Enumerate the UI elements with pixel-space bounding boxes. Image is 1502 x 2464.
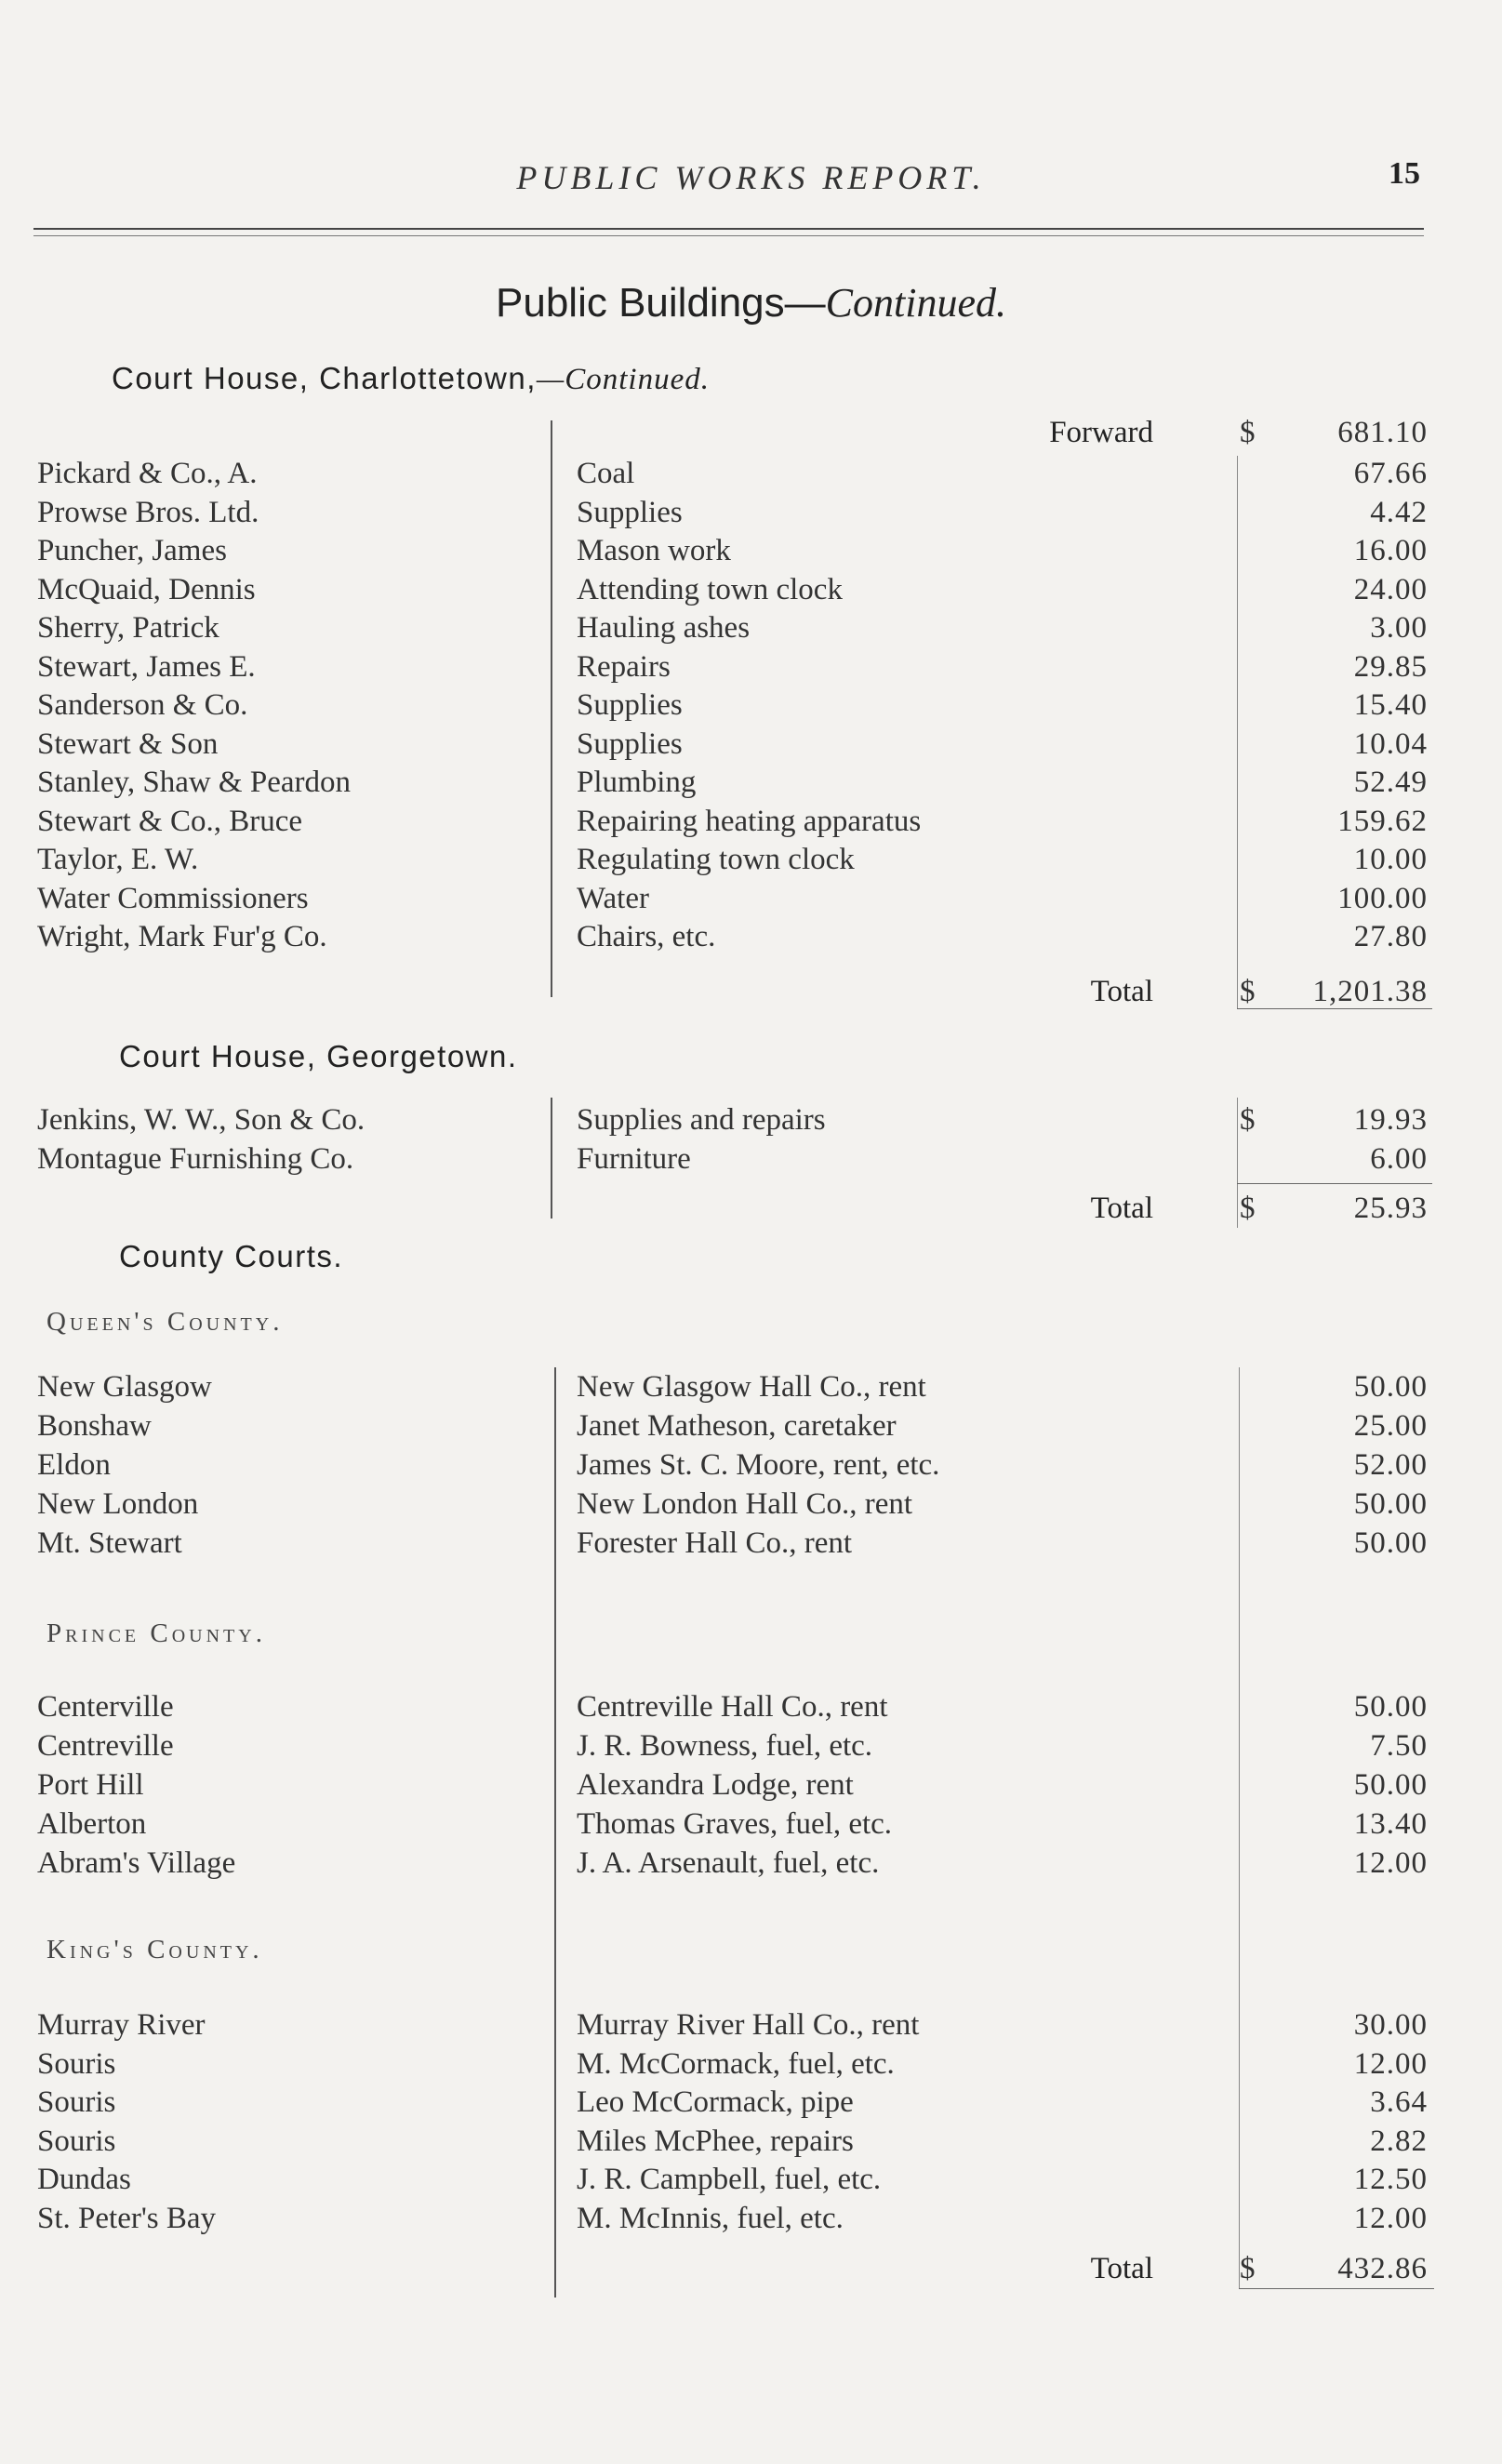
prince-amount: 13.40 xyxy=(1353,1807,1428,1841)
charlottetown-total-row xyxy=(0,972,1502,1011)
charlottetown-amount: 67.66 xyxy=(1353,457,1428,490)
georgetown-total-row xyxy=(0,1189,1502,1228)
queens-row xyxy=(0,1367,1502,1406)
charlottetown-desc: Water xyxy=(577,881,649,915)
georgetown-row-desc: Furniture xyxy=(577,1142,691,1176)
charlottetown-row xyxy=(0,840,1502,879)
georgetown-total-amount: 25.93 xyxy=(1353,1192,1428,1225)
queens-county-label: Queen's County. xyxy=(47,1307,284,1337)
kings-amount: 12.00 xyxy=(1353,2046,1428,2081)
kings-amount: 2.82 xyxy=(1370,2124,1428,2158)
charlottetown-row xyxy=(0,686,1502,725)
kings-row xyxy=(0,2083,1502,2122)
queens-desc: New London Hall Co., rent xyxy=(577,1487,913,1521)
column-rule-amount xyxy=(1237,456,1238,1009)
queens-desc: New Glasgow Hall Co., rent xyxy=(577,1370,926,1404)
kings-row xyxy=(0,2005,1502,2044)
county-courts-total-row xyxy=(0,2249,1502,2288)
kings-payee: Dundas xyxy=(37,2163,131,2196)
charlottetown-row xyxy=(0,802,1502,841)
charlottetown-payee: Wright, Mark Fur'g Co. xyxy=(37,920,327,953)
charlottetown-amount: 29.85 xyxy=(1353,649,1428,684)
prince-row xyxy=(0,1805,1502,1844)
queens-payee: Mt. Stewart xyxy=(37,1526,182,1560)
kings-payee: Souris xyxy=(37,2046,116,2081)
kings-desc: M. McCormack, fuel, etc. xyxy=(577,2046,895,2081)
charlottetown-heading-label: Court House, Charlottetown, xyxy=(112,361,537,395)
section-title xyxy=(0,279,1502,326)
prince-payee: Abram's Village xyxy=(37,1846,236,1880)
queens-payee: Bonshaw xyxy=(37,1409,152,1443)
charlottetown-heading-cont: —Continued. xyxy=(536,363,710,396)
georgetown-row-payee: Jenkins, W. W., Son & Co. xyxy=(37,1103,366,1137)
kings-row xyxy=(0,2199,1502,2238)
prince-payee: Centreville xyxy=(37,1729,174,1763)
queens-payee: New Glasgow xyxy=(37,1370,212,1404)
charlottetown-desc: Hauling ashes xyxy=(577,611,751,645)
kings-amount: 30.00 xyxy=(1353,2008,1428,2042)
charlottetown-row xyxy=(0,570,1502,609)
running-title: PUBLIC WORKS REPORT. xyxy=(516,159,986,196)
charlottetown-desc: Mason work xyxy=(577,534,731,567)
charlottetown-payee: McQuaid, Dennis xyxy=(37,572,256,606)
column-rule-desc xyxy=(551,420,552,997)
charlottetown-row xyxy=(0,725,1502,764)
prince-amount: 12.00 xyxy=(1353,1846,1428,1880)
prince-desc: Centreville Hall Co., rent xyxy=(577,1690,888,1724)
kings-payee: Murray River xyxy=(37,2008,206,2042)
charlottetown-amount: 52.49 xyxy=(1353,766,1428,799)
charlottetown-desc: Regulating town clock xyxy=(577,843,855,876)
georgetown-row-amount: 6.00 xyxy=(1370,1142,1428,1176)
queens-payee: New London xyxy=(37,1487,199,1521)
charlottetown-payee: Stewart & Son xyxy=(37,726,219,761)
charlottetown-total-amount: 1,201.38 xyxy=(1312,975,1428,1008)
charlottetown-amount: 3.00 xyxy=(1370,611,1428,645)
kings-amount: 3.64 xyxy=(1370,2085,1428,2119)
charlottetown-amount: 10.00 xyxy=(1353,843,1428,876)
queens-row xyxy=(0,1524,1502,1563)
queens-payee: Eldon xyxy=(37,1448,111,1482)
kings-row xyxy=(0,2044,1502,2084)
georgetown-total-label: Total xyxy=(1090,1192,1153,1225)
georgetown-row-amount: 19.93 xyxy=(1353,1103,1428,1137)
georgetown-heading: Court House, Georgetown. xyxy=(119,1039,518,1073)
charlottetown-row xyxy=(0,763,1502,802)
kings-desc: J. R. Campbell, fuel, etc. xyxy=(577,2163,882,2196)
charlottetown-desc: Repairing heating apparatus xyxy=(577,804,922,838)
georgetown-row-payee: Montague Furnishing Co. xyxy=(37,1142,354,1176)
charlottetown-amount: 100.00 xyxy=(1337,881,1428,915)
prince-row xyxy=(0,1687,1502,1726)
prince-amount: 50.00 xyxy=(1353,1690,1428,1724)
header-rule xyxy=(33,228,1424,230)
county-courts-total-label: Total xyxy=(1090,2252,1153,2285)
prince-amount: 50.00 xyxy=(1353,1768,1428,1802)
county-courts-total-dollar: $ xyxy=(1240,2252,1256,2285)
charlottetown-row xyxy=(0,879,1502,918)
charlottetown-payee: Pickard & Co., A. xyxy=(37,457,258,490)
charlottetown-payee: Prowse Bros. Ltd. xyxy=(37,495,259,529)
charlottetown-desc: Repairs xyxy=(577,649,671,684)
charlottetown-heading xyxy=(112,361,710,397)
charlottetown-payee: Taylor, E. W. xyxy=(37,843,199,876)
prince-payee: Centerville xyxy=(37,1690,174,1724)
section-title-main: Public Buildings— xyxy=(496,280,826,326)
prince-desc: J. R. Bowness, fuel, etc. xyxy=(577,1729,873,1763)
charlottetown-desc: Supplies xyxy=(577,495,683,529)
forward-dollar: $ xyxy=(1240,416,1256,449)
prince-desc: Alexandra Lodge, rent xyxy=(577,1768,854,1802)
charlottetown-payee: Sherry, Patrick xyxy=(37,611,219,645)
queens-amount: 25.00 xyxy=(1353,1409,1428,1443)
column-rule-desc xyxy=(551,1098,552,1219)
charlottetown-desc: Supplies xyxy=(577,688,683,722)
georgetown-row xyxy=(0,1100,1502,1139)
charlottetown-row xyxy=(0,531,1502,570)
queens-row xyxy=(0,1485,1502,1524)
charlottetown-total-dollar: $ xyxy=(1240,975,1256,1008)
forward-amount: 681.10 xyxy=(1337,416,1428,449)
kings-desc: Miles McPhee, repairs xyxy=(577,2124,854,2158)
forward-row xyxy=(0,413,1502,452)
kings-desc: Murray River Hall Co., rent xyxy=(577,2008,920,2042)
charlottetown-payee: Stanley, Shaw & Peardon xyxy=(37,766,351,799)
charlottetown-row xyxy=(0,454,1502,493)
charlottetown-total-label: Total xyxy=(1090,975,1153,1008)
georgetown-row xyxy=(0,1139,1502,1179)
queens-row xyxy=(0,1445,1502,1485)
prince-county-label: Prince County. xyxy=(47,1618,266,1648)
charlottetown-payee: Stewart, James E. xyxy=(37,649,256,684)
charlottetown-amount: 4.42 xyxy=(1370,495,1428,529)
column-rule-amount xyxy=(1237,1098,1238,1228)
column-rule-desc xyxy=(554,1367,556,2298)
charlottetown-payee: Water Commissioners xyxy=(37,881,309,915)
forward-label: Forward xyxy=(1049,416,1153,449)
total-rule xyxy=(1237,1008,1432,1009)
total-rule xyxy=(1239,2288,1434,2289)
page-number: 15 xyxy=(1389,156,1420,191)
kings-payee: Souris xyxy=(37,2124,116,2158)
charlottetown-payee: Sanderson & Co. xyxy=(37,688,248,722)
georgetown-row-dollar: $ xyxy=(1240,1103,1256,1137)
prince-desc: J. A. Arsenault, fuel, etc. xyxy=(577,1846,880,1880)
charlottetown-amount: 159.62 xyxy=(1337,804,1428,838)
kings-county-label: King's County. xyxy=(47,1935,263,1965)
prince-row xyxy=(0,1765,1502,1805)
prince-amount: 7.50 xyxy=(1370,1729,1428,1763)
queens-desc: Janet Matheson, caretaker xyxy=(577,1409,897,1443)
prince-payee: Port Hill xyxy=(37,1768,144,1802)
georgetown-row-desc: Supplies and repairs xyxy=(577,1103,826,1137)
charlottetown-desc: Attending town clock xyxy=(577,572,843,606)
charlottetown-row xyxy=(0,917,1502,956)
charlottetown-desc: Supplies xyxy=(577,726,683,761)
charlottetown-desc: Plumbing xyxy=(577,766,697,799)
column-rule-amount xyxy=(1239,1367,1240,2288)
charlottetown-desc: Coal xyxy=(577,457,635,490)
county-courts-total-amount: 432.86 xyxy=(1337,2252,1428,2285)
kings-row xyxy=(0,2160,1502,2199)
charlottetown-row xyxy=(0,608,1502,647)
georgetown-total-dollar: $ xyxy=(1240,1192,1256,1225)
kings-amount: 12.00 xyxy=(1353,2201,1428,2235)
prince-payee: Alberton xyxy=(37,1807,147,1841)
charlottetown-amount: 16.00 xyxy=(1353,534,1428,567)
prince-desc: Thomas Graves, fuel, etc. xyxy=(577,1807,893,1841)
kings-payee: St. Peter's Bay xyxy=(37,2201,217,2235)
prince-row xyxy=(0,1844,1502,1883)
total-rule xyxy=(1237,1183,1432,1184)
kings-desc: Leo McCormack, pipe xyxy=(577,2085,854,2119)
charlottetown-row xyxy=(0,493,1502,532)
charlottetown-desc: Chairs, etc. xyxy=(577,920,716,953)
kings-row xyxy=(0,2122,1502,2161)
section-title-cont: Continued. xyxy=(825,280,1006,326)
queens-desc: James St. C. Moore, rent, etc. xyxy=(577,1448,940,1482)
queens-amount: 50.00 xyxy=(1353,1370,1428,1404)
charlottetown-amount: 10.04 xyxy=(1353,726,1428,761)
charlottetown-amount: 15.40 xyxy=(1353,688,1428,722)
charlottetown-payee: Puncher, James xyxy=(37,534,227,567)
charlottetown-amount: 24.00 xyxy=(1353,572,1428,606)
county-courts-heading: County Courts. xyxy=(119,1239,344,1273)
kings-amount: 12.50 xyxy=(1353,2163,1428,2196)
queens-desc: Forester Hall Co., rent xyxy=(577,1526,853,1560)
charlottetown-payee: Stewart & Co., Bruce xyxy=(37,804,303,838)
queens-amount: 52.00 xyxy=(1353,1448,1428,1482)
header-rule-thin xyxy=(33,235,1424,236)
charlottetown-amount: 27.80 xyxy=(1353,920,1428,953)
kings-desc: M. McInnis, fuel, etc. xyxy=(577,2201,844,2235)
charlottetown-row xyxy=(0,647,1502,686)
kings-payee: Souris xyxy=(37,2085,116,2119)
queens-amount: 50.00 xyxy=(1353,1526,1428,1560)
prince-row xyxy=(0,1726,1502,1765)
queens-amount: 50.00 xyxy=(1353,1487,1428,1521)
queens-row xyxy=(0,1406,1502,1445)
